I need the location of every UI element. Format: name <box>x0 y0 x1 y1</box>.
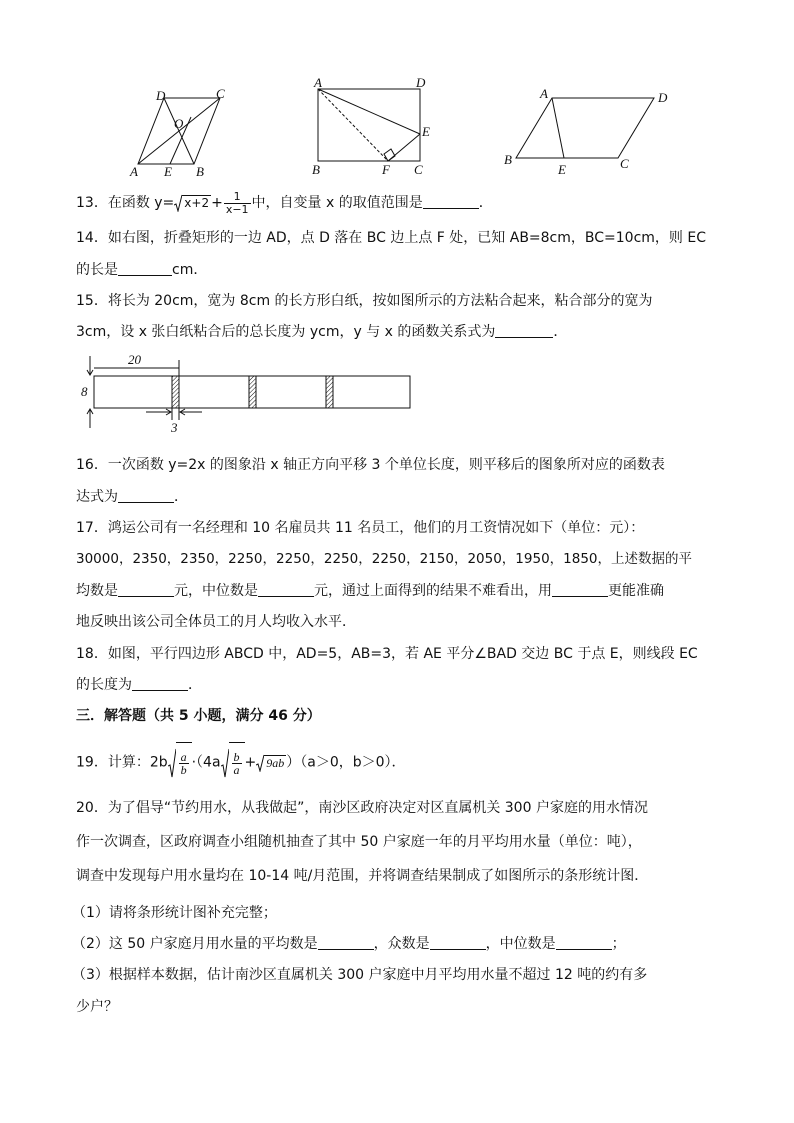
question-15-line-1: 15．将长为 20cm，宽为 8cm 的长方形白纸，按如图所示的方法粘合起来，粘合部分的宽为 <box>76 293 653 309</box>
question-13: 13．在函数 y= x+2 + $\frac{1}{x-1}$ 中，自变量 x 的取值范围是 ． <box>76 186 736 220</box>
answer-blank[interactable] <box>258 582 314 597</box>
label-e: E <box>422 124 430 139</box>
label-f: F <box>382 162 390 177</box>
question-15-line-2: 3cm，设 x 张白纸粘合后的总长度为 ycm，y 与 x 的函数关系式为 ． <box>76 324 568 340</box>
question-17-line-4: 地反映出该公司全体员工的月人均收入水平． <box>76 614 356 630</box>
rectangle-fold-figure <box>308 76 438 180</box>
answer-blank[interactable] <box>118 261 172 276</box>
answer-blank[interactable] <box>423 194 479 209</box>
question-20-line-2: 作一次调查，区政府调查小组随机抽查了其中 50 户家庭一年的月平均用水量（单位：吨）， <box>76 834 642 850</box>
question-14-line-1: 14．如右图，折叠矩形的一边 AD，点 D 落在 BC 边上点 F 处，已知 AB=8cm，BC=10cm，则 EC <box>76 230 706 246</box>
label-c: C <box>216 86 225 101</box>
sqrt-expression: x+2 <box>174 186 211 220</box>
question-16-line-2: 达式为 ． <box>76 489 188 505</box>
height-label: 8 <box>81 384 88 399</box>
label-b: B <box>504 152 512 167</box>
label-d: D <box>658 90 668 105</box>
sqrt-9ab: 9ab <box>256 743 286 783</box>
parallelogram-ae-figure <box>502 86 682 178</box>
label-a: A <box>314 76 322 90</box>
answer-blank[interactable] <box>118 488 174 503</box>
paper-strip-figure <box>76 350 416 436</box>
label-b: B <box>196 164 204 178</box>
label-e: E <box>164 164 172 178</box>
answer-blank[interactable] <box>495 323 553 338</box>
label-a: A <box>130 164 138 178</box>
question-16-line-1: 16．一次函数 y=2x 的图象沿 x 轴正方向平移 3 个单位长度，则平移后的图象所对应的函数表 <box>76 457 665 473</box>
overlap-label: 3 <box>171 420 178 435</box>
answer-blank[interactable] <box>132 676 188 691</box>
label-a: A <box>540 86 548 101</box>
question-20-sub-3-line-2: 少户？ <box>76 999 118 1015</box>
question-14-line-2: 的长是 cm． <box>76 262 208 278</box>
question-18-line-1: 18．如图，平行四边形 ABCD 中，AD=5，AB=3，若 AE 平分∠BAD 交边 BC 于点 E，则线段 EC <box>76 646 698 662</box>
label-d: D <box>156 88 166 103</box>
section-heading: 三．解答题（共 5 小题，满分 46 分） <box>76 708 321 724</box>
question-20-sub-2: （2）这 50 户家庭月用水量的平均数是 ，众数是 ，中位数是 ； <box>72 936 626 952</box>
answer-blank[interactable] <box>556 935 612 950</box>
label-c: C <box>414 162 423 177</box>
answer-blank[interactable] <box>552 582 608 597</box>
parallelogram-o-figure <box>128 86 228 178</box>
length-label: 20 <box>128 352 141 367</box>
label-b: B <box>312 162 320 177</box>
label-o: O <box>174 116 184 131</box>
question-20-line-3: 调查中发现每户用水量均在 10-14 吨/月范围，并将调查结果制成了如图所示的条形统计图． <box>76 868 649 884</box>
sqrt-fraction-b-over-a <box>221 742 245 783</box>
question-20-sub-1: （1）请将条形统计图补充完整； <box>72 905 277 921</box>
question-17-line-1: 17．鸿运公司有一名经理和 10 名雇员共 11 名员工，他们的月工资情况如下（单位：元）： <box>76 520 645 536</box>
answer-blank[interactable] <box>318 935 374 950</box>
answer-blank[interactable] <box>430 935 486 950</box>
question-20-line-1: 20．为了倡导“节约用水，从我做起”，南沙区政府决定对区直属机关 300 户家庭的用水情况 <box>76 800 648 816</box>
sqrt-fraction-a-over-b <box>168 742 192 783</box>
fraction: $\frac{b}{a}$ <box>233 750 240 777</box>
question-18-line-2: 的长度为 ． <box>76 677 202 693</box>
question-17-line-2: 30000，2350，2350，2250，2250，2250，2250，2150，2050，1950，1850，上述数据的平 <box>76 551 693 567</box>
label-c: C <box>620 156 629 171</box>
label-e: E <box>558 162 566 177</box>
question-19: 19．计算：2b $\frac{a}{b}$ ·（4a $\frac{b}{a}$ + 9ab ）（a＞0，b＞0）． <box>76 742 736 782</box>
question-20-sub-3-line-1: （3）根据样本数据，估计南沙区直属机关 300 户家庭中月平均用水量不超过 12 吨的约有多 <box>72 967 648 983</box>
answer-blank[interactable] <box>118 582 174 597</box>
fraction: $\frac{a}{b}$ <box>180 750 187 777</box>
fraction: $\frac{1}{x-1}$ <box>225 189 249 216</box>
question-17-line-3: 均数是 元，中位数是 元，通过上面得到的结果不难看出，用 更能准确 <box>76 583 664 599</box>
label-d: D <box>416 76 426 90</box>
